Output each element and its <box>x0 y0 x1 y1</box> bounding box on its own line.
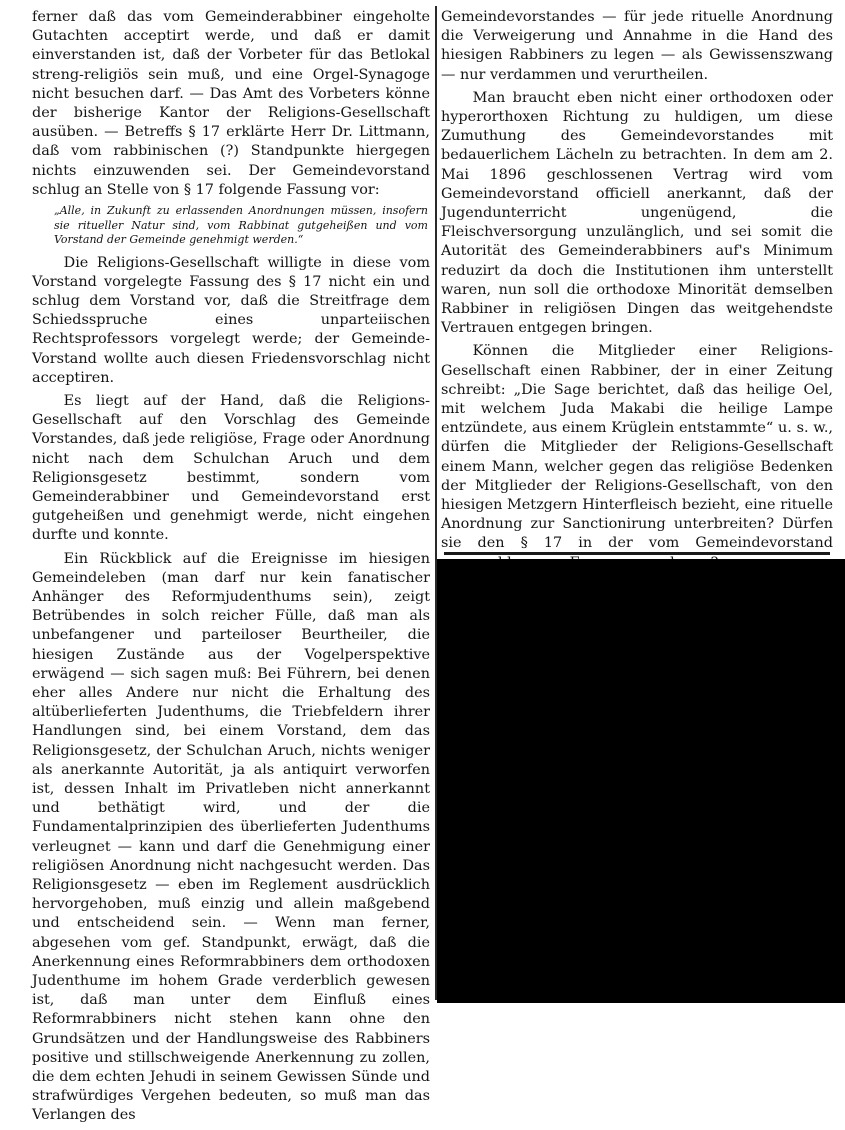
redacted-block <box>437 559 845 1003</box>
left-paragraph-2: Die Religions-Gesellschaft willigte in diese vom Vorstand vorgelegte Fassung des § 17 nicht ein und schlug dem Vorstand vor, daß die Streitfrage dem Schiedsspruche eines unparteiischen Rechtsprofessors vorgelegt werde; der Gemeinde-Vorstand wollte auch diesen Friedensvorschlag nicht acceptiren. <box>32 254 430 386</box>
left-column <box>32 8 430 1130</box>
left-paragraph-4: Ein Rückblick auf die Ereignisse im hiesigen Gemeindeleben (man darf nur kein fanatischer Anhänger des Reformjudenthums sein), zeigt Betrübendes in solch reicher Fülle, daß man als unbefangener und parteiloser Beurtheiler, die hiesigen Zustände aus der Vogelperspektive erwägend — sich sagen muß: Bei Führern, bei denen eher alles Andere nur nicht die Erhaltung des altüberlieferten Judenthums, die Triebfeldern ihrer Handlungen sind, bei einem Vorstand, dem das Religionsgesetz, der Schulchan Aruch, nichts weniger als anerkannte Autorität, ja als antiquirt verworfen ist, dessen Inhalt im Privatleben nicht annerkannt und bethätigt wird, und der die Fundamentalprinzipien des überlieferten Judenthums verleugnet — kann und darf die Genehmigung einer religiösen Anordnung nicht nachgesucht werden. Das Religionsgesetz — eben im Reglement ausdrücklich hervorgehoben, muß einzig und allein maßgebend und entscheidend sein. — Wenn man ferner, abgesehen vom gef. Standpunkt, erwägt, daß die Anerkennung eines Reformrabbiners dem orthodoxen Judenthume im hohem Grade verderblich gewesen ist, daß man unter dem Einfluß eines Reformrabbiners nicht stehen kann ohne den Grundsätzen und der Handlungsweise des Rabbiners positive und stillschweigende Anerkennung zu zollen, die dem echten Jehudi in seinem Gewissen Sünde und strafwürdiges Vergehen bedeuten, so muß man das Verlangen des <box>32 550 430 1124</box>
left-paragraph-1: ferner daß das vom Gemeinderabbiner eingeholte Gutachten acceptirt werde, und daß er damit einverstanden ist, daß der Vorbeter für das Betlokal streng-religiös sein muß, und eine Orgel-Synagoge nicht besuchen darf. — Das Amt des Vorbeters könne der bisherige Kantor der Religions-Gesellschaft ausüben. — Betreffs § 17 erklärte Herr Dr. Littmann, daß vom rabbinischen (?) Standpunkte hiergegen nichts einzuwenden sei. Der Gemeindevorstand schlug an Stelle von § 17 folgende Fassung vor: <box>32 9 430 198</box>
right-paragraph-2: Man braucht eben nicht einer orthodoxen oder hyperorthoxen Richtung zu huldigen, um diese Zumuthung des Gemeindevorstandes mit bedauerlichem Lächeln zu betrachten. In dem am 2. Mai 1896 geschlossenen Vertrag wird vom Gemeindevorstand officiell anerkannt, daß der Jugendunterricht ungenügend, die Fleischversorgung unzulänglich, und sei somit die Autorität des Gemeinderabbiners auf's Minimum reduzirt da doch die Institutionen ihm unterstellt waren, nun soll die orthodoxe Minorität demselben Rabbiner in religiösen Dingen das weitgehendste Vertrauen entgegen bringen. <box>441 89 833 337</box>
right-paragraph-1: Gemeindevorstandes — für jede rituelle Anordnung die Verweigerung und Annahme in die Hand des hiesigen Rabbiners zu legen — als Gewissenszwang — nur verdammen und verurtheilen. <box>441 9 833 83</box>
article-end-rule <box>444 552 830 555</box>
left-paragraph-3: Es liegt auf der Hand, daß die Religions-Gesellschaft auf den Vorschlag des Gemeinde Vorstandes, daß jede religiöse, Frage oder Anordnung nicht nach dem Schulchan Aruch und dem Religionsgesetz bestimmt, sondern vom Gemeinderabbiner und Gemeindevorstand erst gutgeheißen und genehmigt werde, nicht eingehen durfte und konnte. <box>32 392 430 544</box>
right-column <box>441 8 833 598</box>
right-paragraph-3: Können die Mitglieder einer Religions-Gesellschaft einen Rabbiner, der in einer Zeitung schreibt: „Die Sage berichtet, daß das heilige Oel, mit welchem Juda Makabi die heilige Lampe entzündete, aus einem Krüglein entstammte“ u. s. w., dürfen die Mitglieder der Religions-Gesellschaft einem Mann, welcher gegen das religiöse Bedenken der Mitglieder der Religions-Gesellschaft, von den hiesigen Metzgern Hinterfleisch bezieht, eine rituelle Anordnung zur Sanctionirung unterbreiten? Dürfen sie den § 17 in der vom Gemeindevorstand <box>441 343 833 552</box>
quoted-proposal: „Alle, in Zukunft zu erlassenden Anordnungen müssen, insofern sie ritueller Natur sind, vom Rabbinat gutgeheißen und vom Vorstand der Gemeinde genehmigt werden.“ <box>54 204 428 247</box>
